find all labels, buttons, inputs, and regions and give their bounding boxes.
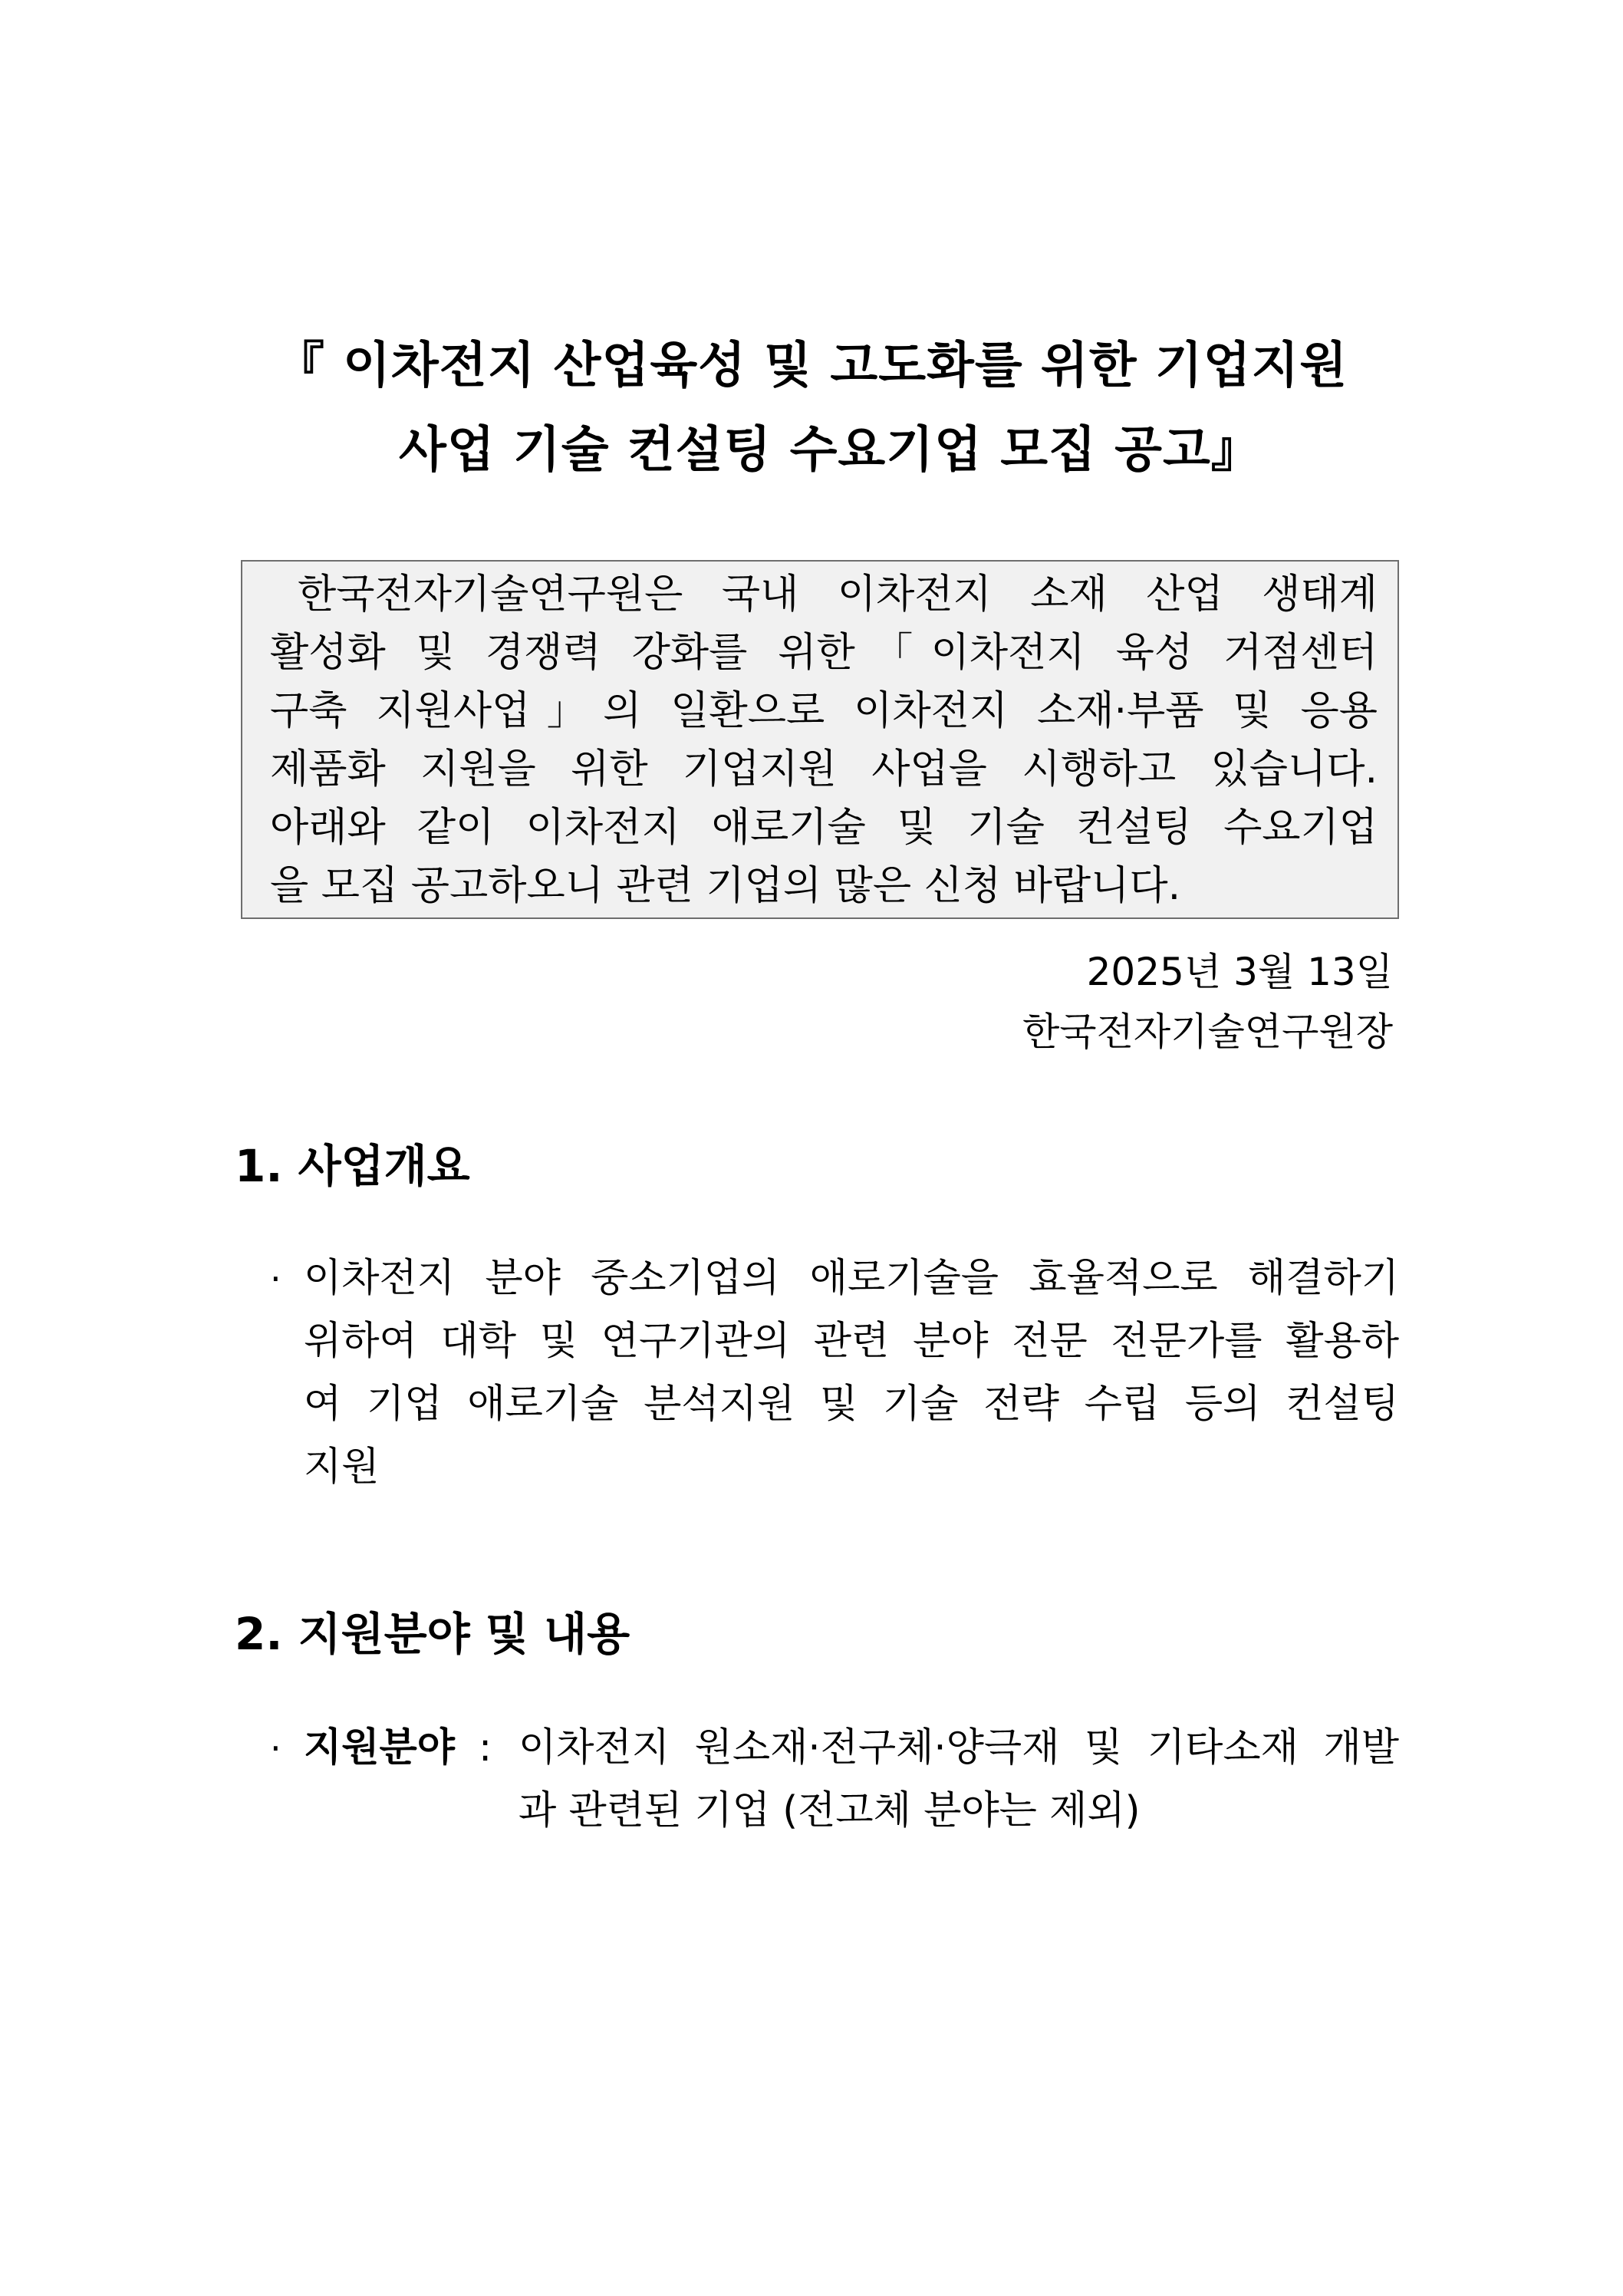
support-field-text-line: 이차전지 원소재·전구체·양극재 및 기타소재 개발 [519,1725,1399,1771]
intro-line: 한국전자기술연구원은 국내 이차전지 소재 산업 생태계 [298,572,1378,618]
section-heading-support-field: 2. 지원분야 및 내용 [235,1608,630,1660]
intro-line: 제품화 지원을 위한 기업지원 사업을 시행하고 있습니다. [270,746,1378,792]
bullet-dot: · [270,1728,281,1769]
bullet-dot: · [270,1258,281,1300]
overview-text-line: 이차전지 분야 중소기업의 애로기술을 효율적으로 해결하기 [304,1256,1399,1301]
notice-date: 2025년 3월 13일 [1086,950,1393,994]
overview-text-line: 지원 [304,1444,380,1490]
overview-text-line: 여 기업 애로기술 분석지원 및 기술 전략 수립 등의 컨설팅 [304,1382,1399,1427]
overview-text-line: 위하여 대학 및 연구기관의 관련 분야 전문 전문가를 활용하 [304,1319,1399,1364]
intro-line: 활성화 및 경쟁력 강화를 위한「이차전지 육성 거점센터 [270,630,1378,676]
intro-summary-box [241,560,1399,919]
intro-line: 구축 지원사업」의 일환으로 이차전지 소재·부품 및 응용 [270,688,1378,734]
intro-line: 을 모집 공고하오니 관련 기업의 많은 신청 바랍니다. [270,863,1181,909]
page-title-line-2: 사업 기술 컨설팅 수요기업 모집 공고』 [399,422,1261,479]
section-heading-overview: 1. 사업개요 [235,1140,470,1192]
label-colon: : [479,1725,492,1771]
support-field-text-line: 과 관련된 기업 (전고체 분야는 제외) [519,1788,1141,1833]
notice-issuer: 한국전자기술연구원장 [1022,1010,1393,1054]
support-field-label: 지원분야 [304,1725,456,1771]
intro-line: 아래와 같이 이차전지 애로기술 및 기술 컨설팅 수요기업 [270,805,1378,851]
page-title-line-1: 『 이차전지 산업육성 및 고도화를 위한 기업지원 [275,338,1348,394]
